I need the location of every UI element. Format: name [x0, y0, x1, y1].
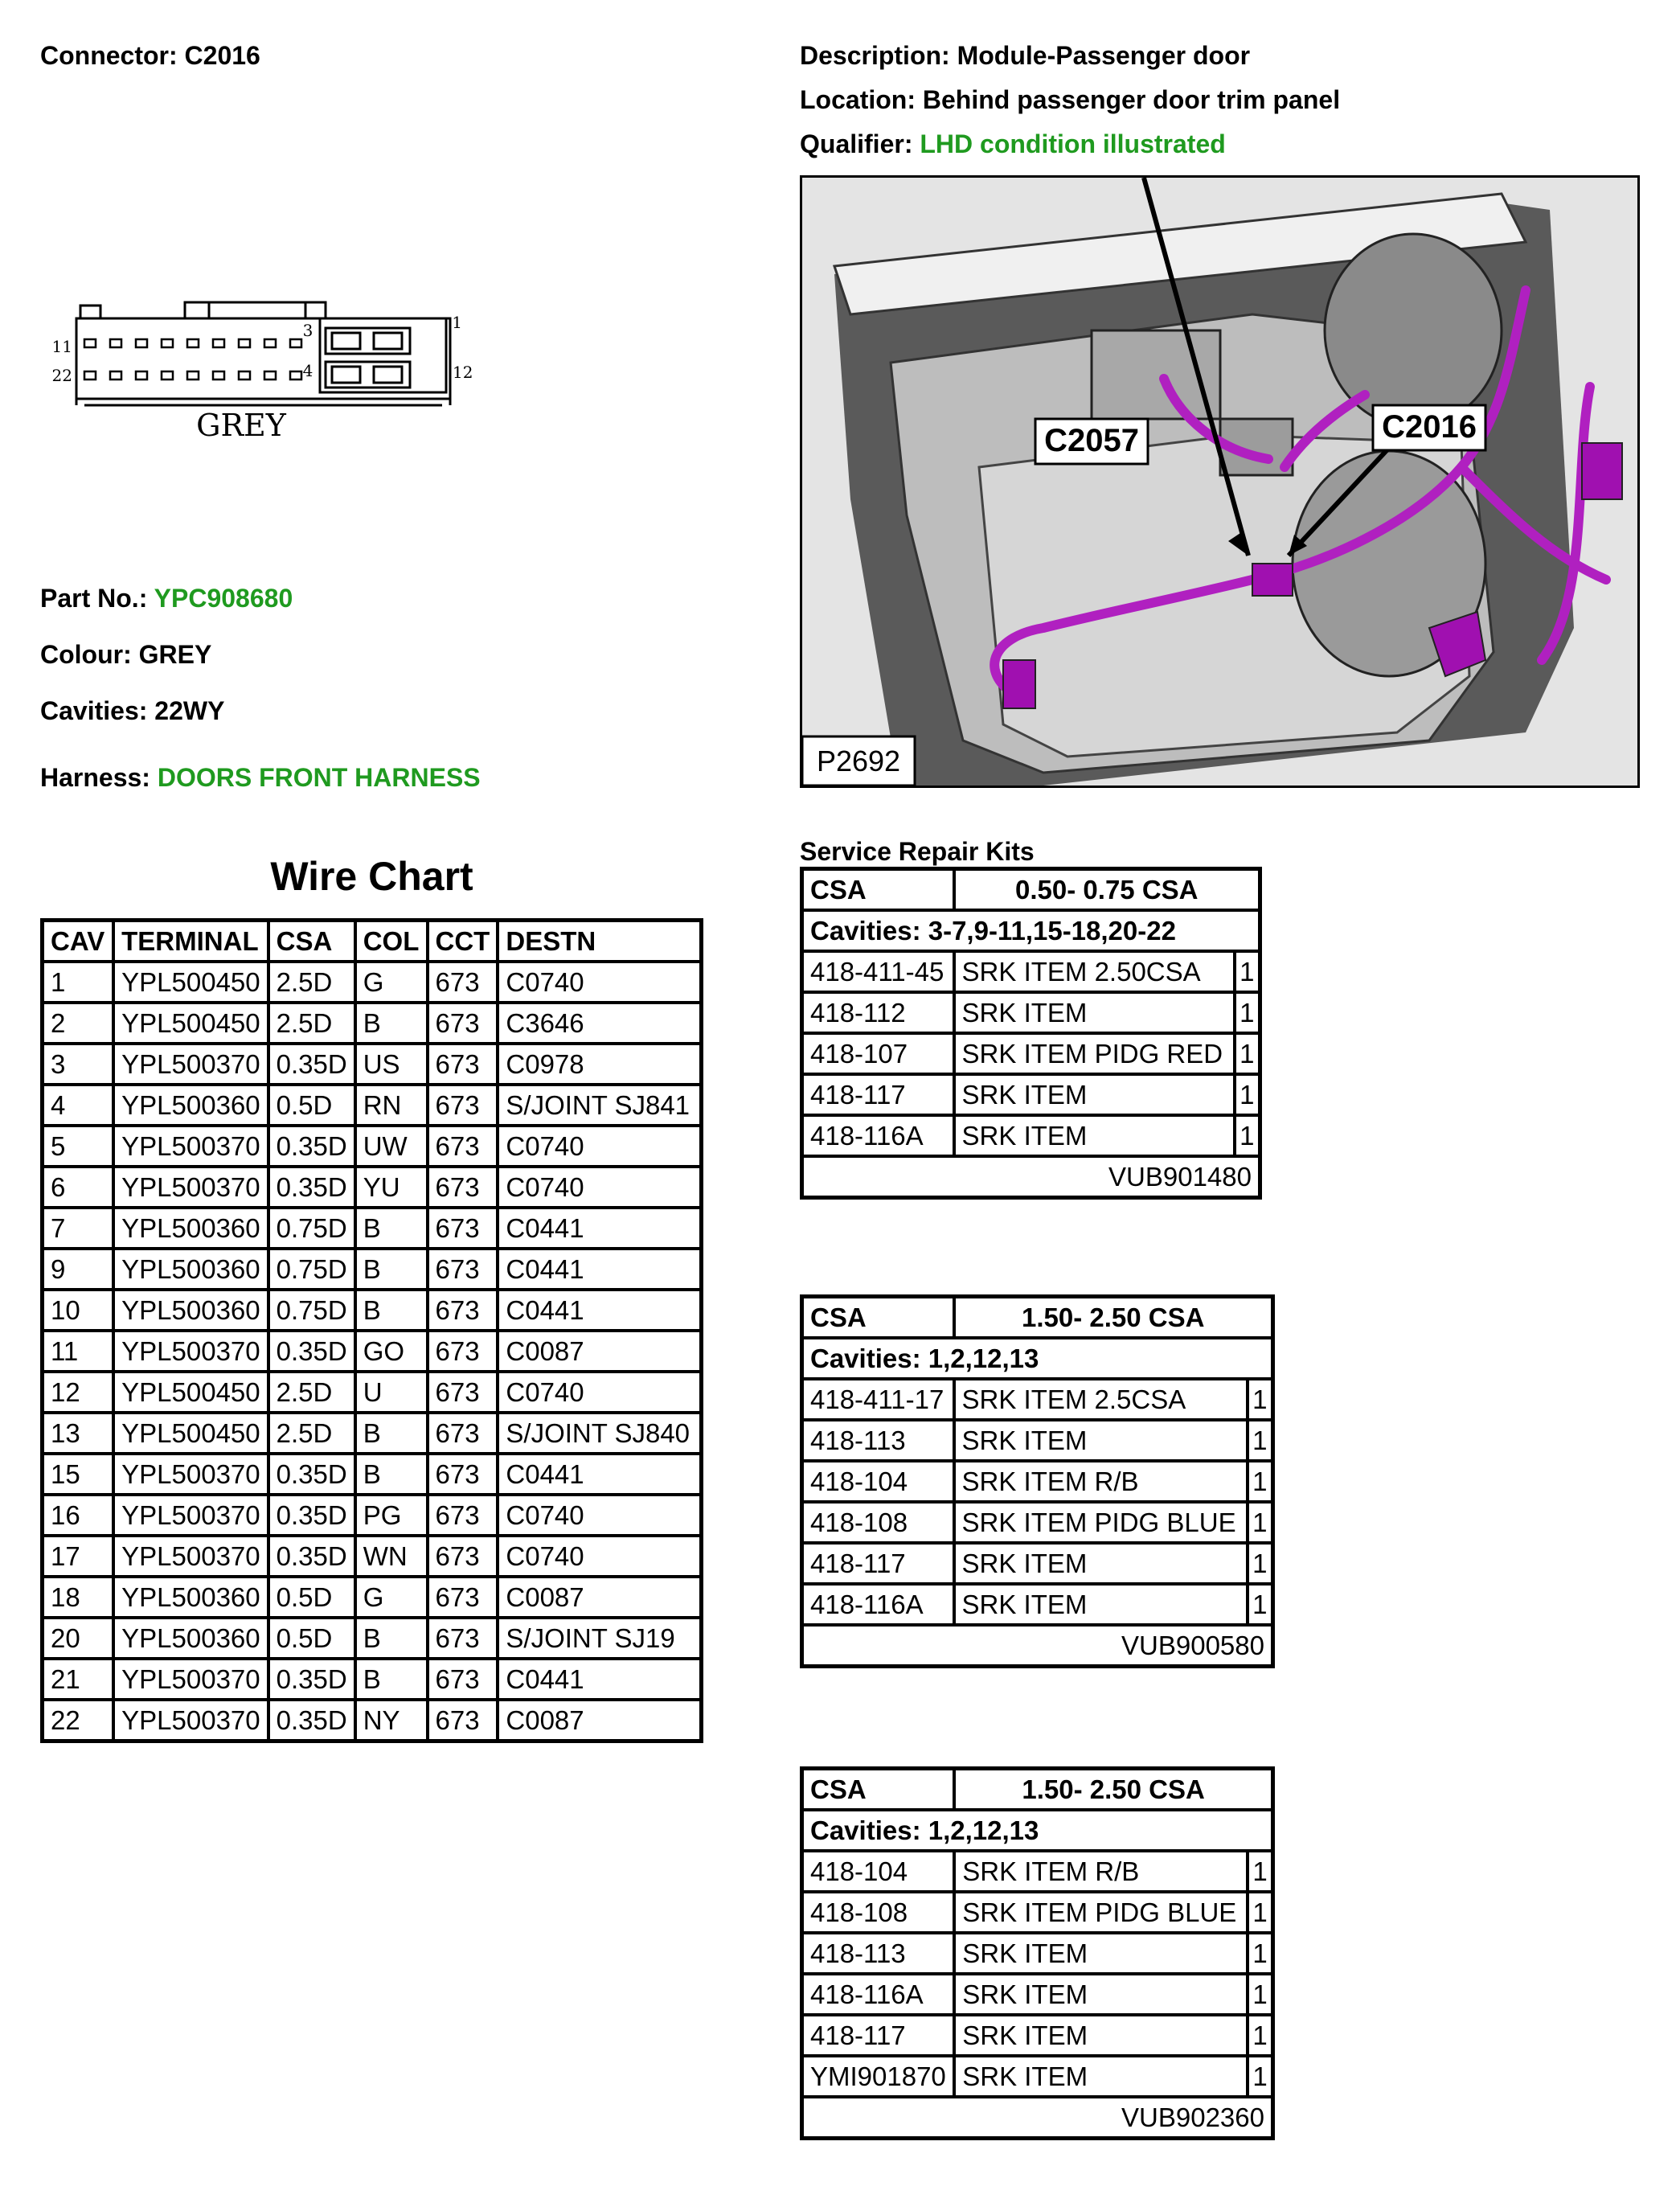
wire-cell-terminal: YPL500370 [113, 1044, 268, 1085]
wire-cell-terminal: YPL500360 [113, 1249, 268, 1290]
kit-item-part: 418-117 [802, 1543, 954, 1584]
wire-cell-col: GO [355, 1331, 428, 1372]
wire-cell-cct: 673 [428, 1413, 498, 1454]
list-item [802, 1379, 1273, 1420]
kit-item-qty: 1 [1248, 1502, 1273, 1543]
table-row [43, 1454, 702, 1495]
wire-cell-destn: C0740 [498, 1536, 701, 1577]
table-row [43, 1290, 702, 1331]
wire-cell-csa: 0.35D [268, 1536, 355, 1577]
wire-cell-cct: 673 [428, 1249, 498, 1290]
table-row [43, 962, 702, 1003]
wire-cell-col: RN [355, 1085, 428, 1126]
wire-cell-cct: 673 [428, 1290, 498, 1331]
kit-item-qty: 1 [1235, 1074, 1260, 1115]
wire-cell-csa: 0.35D [268, 1454, 355, 1495]
table-row [43, 1372, 702, 1413]
list-item [802, 2056, 1273, 2097]
kit-item-part: YMI901870 [802, 2056, 955, 2097]
wire-cell-terminal: YPL500450 [113, 962, 268, 1003]
cavities-label: Cavities: [40, 696, 148, 725]
wire-cell-csa: 0.75D [268, 1208, 355, 1249]
pin-label-12: 12 [453, 363, 473, 382]
kit-item-qty: 1 [1235, 1115, 1260, 1156]
connector-colour-label: GREY [196, 408, 286, 443]
pin-label-4: 4 [302, 361, 313, 380]
kit-item-qty: 1 [1248, 1933, 1272, 1974]
description-line [800, 40, 1250, 71]
wire-cell-cct: 673 [428, 1167, 498, 1208]
list-item [802, 951, 1260, 992]
repair-kit-table [800, 1294, 1275, 1668]
wire-cell-cav: 17 [43, 1536, 114, 1577]
kit-number: VUB901480 [802, 1156, 1260, 1198]
kit-number-row [802, 2097, 1273, 2139]
kit-item-desc: SRK ITEM PIDG BLUE [954, 1892, 1248, 1933]
wire-cell-destn: C0087 [498, 1700, 701, 1741]
kit-item-part: 418-411-17 [802, 1379, 954, 1420]
wire-cell-destn: C0441 [498, 1208, 701, 1249]
wire-cell-cct: 673 [428, 1618, 498, 1659]
wire-cell-cct: 673 [428, 1577, 498, 1618]
kit-csa-label: CSA [802, 1297, 954, 1339]
description-value: Module-Passenger door [957, 41, 1251, 70]
wire-cell-cct: 673 [428, 1454, 498, 1495]
table-row [43, 1700, 702, 1741]
wire-cell-destn: C0441 [498, 1290, 701, 1331]
part-no-label: Part No.: [40, 584, 148, 613]
kit-cavities: Cavities: 3-7,9-11,15-18,20-22 [802, 910, 1260, 951]
location-line [800, 84, 1340, 115]
wire-cell-col: B [355, 1208, 428, 1249]
wire-cell-cct: 673 [428, 1495, 498, 1536]
kit-item-desc: SRK ITEM [954, 1543, 1248, 1584]
table-row [43, 1413, 702, 1454]
kit-csa-label: CSA [802, 869, 954, 911]
table-row [43, 1003, 702, 1044]
kit-csa-value: 0.50- 0.75 CSA [954, 869, 1260, 911]
cavities-value: 22WY [154, 696, 225, 725]
location-label: Location: [800, 85, 916, 114]
pin-label-22: 22 [51, 366, 72, 385]
wire-cell-destn: S/JOINT SJ841 [498, 1085, 701, 1126]
list-item [802, 1933, 1273, 1974]
kit-item-part: 418-411-45 [802, 951, 954, 992]
wire-cell-cav: 16 [43, 1495, 114, 1536]
kit-header-row [802, 1769, 1273, 1811]
list-item [802, 1892, 1273, 1933]
list-item [802, 1543, 1273, 1584]
wire-cell-cav: 2 [43, 1003, 114, 1044]
wire-cell-csa: 0.35D [268, 1331, 355, 1372]
connector-label: Connector: [40, 41, 178, 70]
wire-cell-cav: 7 [43, 1208, 114, 1249]
wire-cell-col: UW [355, 1126, 428, 1167]
description-label: Description: [800, 41, 950, 70]
wire-cell-col: U [355, 1372, 428, 1413]
kit-item-desc: SRK ITEM [954, 1584, 1248, 1625]
table-row [43, 1044, 702, 1085]
wire-cell-col: US [355, 1044, 428, 1085]
wire-cell-cav: 12 [43, 1372, 114, 1413]
table-row [43, 1618, 702, 1659]
list-item [802, 1074, 1260, 1115]
wire-cell-destn: C0740 [498, 1495, 701, 1536]
kit-item-part: 418-117 [802, 1074, 954, 1115]
kit-number-row [802, 1156, 1260, 1198]
wire-cell-col: B [355, 1003, 428, 1044]
pin-label-3: 3 [302, 321, 313, 340]
kit-item-part: 418-104 [802, 1851, 955, 1892]
list-item [802, 1033, 1260, 1074]
wire-cell-terminal: YPL500370 [113, 1659, 268, 1700]
table-row [43, 1085, 702, 1126]
header-destn: DESTN [498, 921, 701, 962]
wire-cell-csa: 0.35D [268, 1495, 355, 1536]
list-item [802, 1115, 1260, 1156]
kit-item-desc: SRK ITEM [954, 1115, 1235, 1156]
wire-cell-cav: 6 [43, 1167, 114, 1208]
location-value: Behind passenger door trim panel [922, 85, 1341, 114]
kit-item-part: 418-112 [802, 992, 954, 1033]
kit-cavities: Cavities: 1,2,12,13 [802, 1810, 1273, 1851]
wire-cell-cav: 9 [43, 1249, 114, 1290]
kit-cavities: Cavities: 1,2,12,13 [802, 1338, 1273, 1379]
table-row [43, 1536, 702, 1577]
kit-item-desc: SRK ITEM [954, 1974, 1248, 2015]
header-terminal: TERMINAL [113, 921, 268, 962]
kit-item-part: 418-113 [802, 1933, 955, 1974]
wire-cell-terminal: YPL500450 [113, 1413, 268, 1454]
table-row [43, 1659, 702, 1700]
header-cav: CAV [43, 921, 114, 962]
wire-cell-destn: C0441 [498, 1249, 701, 1290]
wire-cell-cct: 673 [428, 1331, 498, 1372]
connector-face-svg [36, 289, 473, 443]
kit-item-part: 418-117 [802, 2015, 955, 2056]
wire-cell-terminal: YPL500360 [113, 1085, 268, 1126]
kit-item-part: 418-108 [802, 1892, 955, 1933]
wire-cell-terminal: YPL500450 [113, 1372, 268, 1413]
location-photo-svg [802, 178, 1637, 786]
kit-item-qty: 1 [1248, 1379, 1273, 1420]
colour-value: GREY [138, 640, 212, 669]
table-row [43, 1331, 702, 1372]
wire-cell-cav: 13 [43, 1413, 114, 1454]
wire-cell-cav: 11 [43, 1331, 114, 1372]
header-csa: CSA [268, 921, 355, 962]
kit-item-desc: SRK ITEM R/B [954, 1851, 1248, 1892]
photo-callout-c2057: C2057 [1044, 423, 1139, 458]
header-col: COL [355, 921, 428, 962]
wire-cell-destn: S/JOINT SJ19 [498, 1618, 701, 1659]
wire-cell-terminal: YPL500370 [113, 1454, 268, 1495]
kit-item-part: 418-104 [802, 1461, 954, 1502]
kit-item-desc: SRK ITEM PIDG RED [954, 1033, 1235, 1074]
wire-cell-cct: 673 [428, 1208, 498, 1249]
wire-cell-csa: 0.5D [268, 1085, 355, 1126]
kit-item-qty: 1 [1248, 1543, 1273, 1584]
wire-cell-cct: 673 [428, 1044, 498, 1085]
wire-cell-cav: 4 [43, 1085, 114, 1126]
kit-cavities-row [802, 1810, 1273, 1851]
harness-line [40, 762, 481, 793]
kit-csa-label: CSA [802, 1769, 955, 1811]
wire-cell-cav: 20 [43, 1618, 114, 1659]
wire-cell-csa: 0.35D [268, 1044, 355, 1085]
header-cct: CCT [428, 921, 498, 962]
table-row [43, 1167, 702, 1208]
kit-item-desc: SRK ITEM [954, 1074, 1235, 1115]
wire-cell-destn: C0740 [498, 1167, 701, 1208]
wire-cell-terminal: YPL500370 [113, 1495, 268, 1536]
kit-item-qty: 1 [1248, 1851, 1272, 1892]
wire-cell-col: B [355, 1249, 428, 1290]
wire-cell-terminal: YPL500450 [113, 1003, 268, 1044]
wire-chart-title: Wire Chart [270, 854, 473, 899]
kit-item-part: 418-116A [802, 1115, 954, 1156]
wire-cell-col: PG [355, 1495, 428, 1536]
kit-header-row [802, 869, 1260, 911]
wire-cell-destn: S/JOINT SJ840 [498, 1413, 701, 1454]
kit-item-qty: 1 [1248, 1420, 1273, 1461]
wire-cell-col: WN [355, 1536, 428, 1577]
cavities-line [40, 695, 224, 726]
wire-cell-col: B [355, 1290, 428, 1331]
kit-csa-value: 1.50- 2.50 CSA [954, 1769, 1272, 1811]
wire-chart-header-row [43, 921, 702, 962]
wire-cell-cav: 3 [43, 1044, 114, 1085]
part-no-line [40, 583, 293, 613]
wire-cell-col: B [355, 1659, 428, 1700]
kit-cavities-row [802, 910, 1260, 951]
wire-cell-cct: 673 [428, 1659, 498, 1700]
photo-ref: P2692 [816, 745, 901, 777]
kit-item-qty: 1 [1248, 1461, 1273, 1502]
wire-cell-cav: 1 [43, 962, 114, 1003]
wire-cell-csa: 0.35D [268, 1659, 355, 1700]
kit-item-desc: SRK ITEM [954, 1933, 1248, 1974]
kit-number: VUB902360 [802, 2097, 1273, 2139]
wire-cell-destn: C3646 [498, 1003, 701, 1044]
colour-line [40, 639, 211, 670]
wire-cell-terminal: YPL500370 [113, 1536, 268, 1577]
wire-cell-destn: C0740 [498, 1372, 701, 1413]
wire-cell-destn: C0441 [498, 1659, 701, 1700]
wire-cell-cav: 18 [43, 1577, 114, 1618]
wire-cell-cav: 21 [43, 1659, 114, 1700]
connector-value: C2016 [184, 41, 260, 70]
wire-cell-cav: 10 [43, 1290, 114, 1331]
service-repair-kits-title: Service Repair Kits [800, 837, 1035, 866]
colour-label: Colour: [40, 640, 132, 669]
wire-cell-csa: 0.35D [268, 1167, 355, 1208]
wire-cell-cct: 673 [428, 1700, 498, 1741]
wire-cell-csa: 0.35D [268, 1700, 355, 1741]
wire-cell-terminal: YPL500370 [113, 1167, 268, 1208]
list-item [802, 992, 1260, 1033]
wire-cell-cct: 673 [428, 962, 498, 1003]
wire-cell-terminal: YPL500370 [113, 1331, 268, 1372]
list-item [802, 1584, 1273, 1625]
wire-cell-terminal: YPL500370 [113, 1700, 268, 1741]
kit-number: VUB900580 [802, 1625, 1273, 1667]
wire-cell-csa: 2.5D [268, 1413, 355, 1454]
kit-item-part: 418-116A [802, 1974, 955, 2015]
kit-item-desc: SRK ITEM 2.5CSA [954, 1379, 1248, 1420]
kit-csa-value: 1.50- 2.50 CSA [954, 1297, 1273, 1339]
kit-item-qty: 1 [1235, 992, 1260, 1033]
kit-item-qty: 1 [1235, 951, 1260, 992]
wire-cell-col: NY [355, 1700, 428, 1741]
wire-cell-csa: 0.75D [268, 1249, 355, 1290]
wire-cell-csa: 0.35D [268, 1126, 355, 1167]
kit-header-row [802, 1297, 1273, 1339]
kit-cavities-row [802, 1338, 1273, 1379]
table-row [43, 1208, 702, 1249]
wire-cell-csa: 2.5D [268, 1003, 355, 1044]
kit-item-qty: 1 [1248, 1974, 1272, 2015]
repair-kit-table [800, 1766, 1275, 2140]
kit-item-qty: 1 [1248, 1584, 1273, 1625]
kit-item-part: 418-113 [802, 1420, 954, 1461]
kit-item-desc: SRK ITEM R/B [954, 1461, 1248, 1502]
wire-cell-cct: 673 [428, 1085, 498, 1126]
wire-cell-cct: 673 [428, 1536, 498, 1577]
repair-kit-table [800, 867, 1262, 1200]
wire-cell-csa: 0.5D [268, 1577, 355, 1618]
wire-cell-cav: 15 [43, 1454, 114, 1495]
table-row [43, 1126, 702, 1167]
wire-cell-csa: 0.75D [268, 1290, 355, 1331]
qualifier-value: LHD condition illustrated [920, 129, 1226, 158]
kit-item-qty: 1 [1235, 1033, 1260, 1074]
table-row [43, 1577, 702, 1618]
wire-cell-cav: 22 [43, 1700, 114, 1741]
kit-item-part: 418-116A [802, 1584, 954, 1625]
wire-chart-table [40, 918, 703, 1743]
wire-cell-csa: 0.5D [268, 1618, 355, 1659]
connector-face-diagram [36, 289, 473, 443]
wire-cell-destn: C0087 [498, 1577, 701, 1618]
wire-cell-col: G [355, 1577, 428, 1618]
kit-item-desc: SRK ITEM PIDG BLUE [954, 1502, 1248, 1543]
wire-cell-destn: C0087 [498, 1331, 701, 1372]
wire-cell-destn: C0978 [498, 1044, 701, 1085]
kit-item-part: 418-108 [802, 1502, 954, 1543]
kit-number-row [802, 1625, 1273, 1667]
kit-item-qty: 1 [1248, 1892, 1272, 1933]
list-item [802, 1420, 1273, 1461]
wire-cell-destn: C0740 [498, 962, 701, 1003]
wire-cell-terminal: YPL500360 [113, 1618, 268, 1659]
qualifier-label: Qualifier: [800, 129, 913, 158]
wire-cell-destn: C0740 [498, 1126, 701, 1167]
kit-item-desc: SRK ITEM [954, 992, 1235, 1033]
wire-cell-destn: C0441 [498, 1454, 701, 1495]
wire-cell-col: YU [355, 1167, 428, 1208]
kit-item-desc: SRK ITEM [954, 1420, 1248, 1461]
wire-cell-cav: 5 [43, 1126, 114, 1167]
wire-cell-cct: 673 [428, 1126, 498, 1167]
kit-item-qty: 1 [1248, 2056, 1272, 2097]
list-item [802, 1461, 1273, 1502]
list-item [802, 1974, 1273, 2015]
wire-cell-terminal: YPL500360 [113, 1577, 268, 1618]
harness-label: Harness: [40, 763, 150, 792]
kit-item-desc: SRK ITEM [954, 2056, 1248, 2097]
kit-item-desc: SRK ITEM 2.50CSA [954, 951, 1235, 992]
list-item [802, 1502, 1273, 1543]
location-photo [800, 175, 1640, 788]
list-item [802, 2015, 1273, 2056]
kit-item-desc: SRK ITEM [954, 2015, 1248, 2056]
qualifier-line [800, 129, 1226, 159]
wire-cell-col: B [355, 1413, 428, 1454]
wire-cell-csa: 2.5D [268, 962, 355, 1003]
wire-cell-terminal: YPL500370 [113, 1126, 268, 1167]
wire-cell-terminal: YPL500360 [113, 1290, 268, 1331]
wire-cell-cct: 673 [428, 1372, 498, 1413]
pin-label-11: 11 [51, 337, 72, 356]
wire-cell-col: B [355, 1454, 428, 1495]
part-no-value: YPC908680 [154, 584, 293, 613]
photo-callout-c2016: C2016 [1382, 409, 1477, 445]
wire-cell-col: B [355, 1618, 428, 1659]
harness-value: DOORS FRONT HARNESS [157, 763, 481, 792]
wire-cell-col: G [355, 962, 428, 1003]
connector-line [40, 40, 260, 71]
table-row [43, 1249, 702, 1290]
pin-label-1: 1 [452, 313, 462, 332]
list-item [802, 1851, 1273, 1892]
table-row [43, 1495, 702, 1536]
kit-item-part: 418-107 [802, 1033, 954, 1074]
wire-cell-csa: 2.5D [268, 1372, 355, 1413]
wire-cell-terminal: YPL500360 [113, 1208, 268, 1249]
kit-item-qty: 1 [1248, 2015, 1272, 2056]
wire-cell-cct: 673 [428, 1003, 498, 1044]
